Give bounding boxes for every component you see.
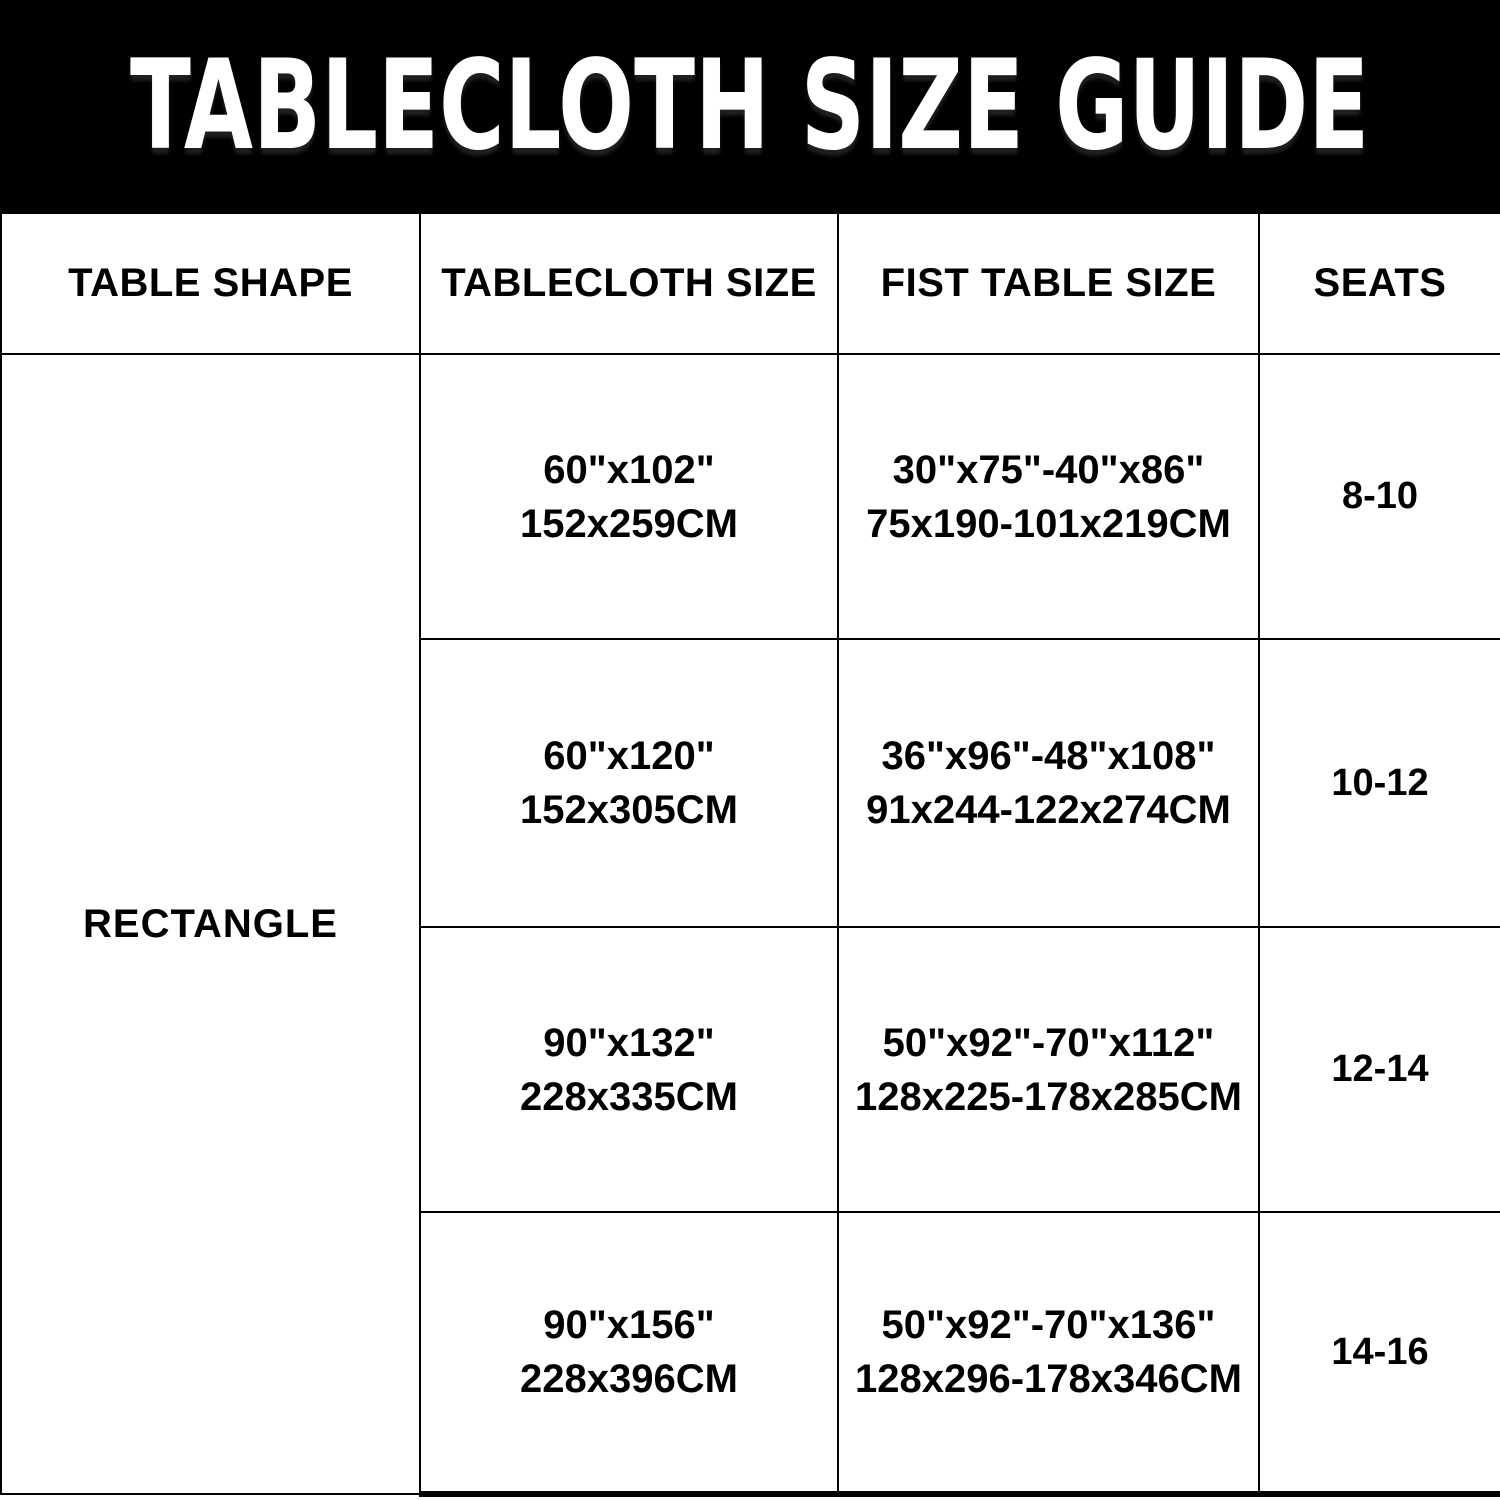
size-inches-line: 90"x156"	[543, 1303, 715, 1347]
size-inches-line: 90"x132"	[543, 1020, 715, 1065]
seats-cell: 8-10	[1259, 354, 1500, 639]
fit-inches-line: 36"x96"-48"x108"	[881, 734, 1216, 778]
fit-cm-line: 128x225-178x285CM	[855, 1074, 1242, 1119]
size-cm-line: 152x305CM	[520, 788, 738, 832]
tablecloth-size-cell	[420, 639, 838, 927]
fit-inches-line: 50"x92"-70"x136"	[881, 1303, 1216, 1347]
table-row	[1, 354, 1500, 639]
size-cm-line: 228x396CM	[520, 1357, 738, 1401]
size-inches-line: 60"x102"	[543, 447, 715, 492]
page-title: TABLECLOTH SIZE GUIDE	[130, 34, 1370, 178]
header-row	[1, 213, 1500, 354]
fit-table-size-cell	[838, 927, 1259, 1212]
table-shape-cell: RECTANGLE	[1, 354, 420, 1494]
col-header-tablecloth-size: TABLECLOTH SIZE	[420, 213, 838, 354]
fit-inches-line: 50"x92"-70"x112"	[882, 1020, 1215, 1065]
fit-table-size-cell	[838, 639, 1259, 927]
size-cm-line: 228x335CM	[520, 1074, 738, 1119]
col-header-fist-table-size: FIST TABLE SIZE	[838, 213, 1259, 354]
tablecloth-size-cell	[420, 927, 838, 1212]
fit-table-size-cell	[838, 354, 1259, 639]
seats-cell: 12-14	[1259, 927, 1500, 1212]
title-banner	[0, 0, 1500, 212]
tablecloth-size-cell	[420, 354, 838, 639]
seats-cell: 14-16	[1259, 1212, 1500, 1494]
size-inches-line: 60"x120"	[543, 734, 715, 778]
fit-cm-line: 75x190-101x219CM	[866, 501, 1231, 546]
size-cm-line: 152x259CM	[520, 501, 738, 546]
fit-cm-line: 128x296-178x346CM	[855, 1357, 1242, 1401]
size-guide-table	[0, 212, 1500, 1497]
fit-table-size-cell	[838, 1212, 1259, 1494]
tablecloth-size-cell	[420, 1212, 838, 1494]
fit-inches-line: 30"x75"-40"x86"	[892, 447, 1205, 492]
col-header-seats: SEATS	[1259, 213, 1500, 354]
seats-cell: 10-12	[1259, 639, 1500, 927]
fit-cm-line: 91x244-122x274CM	[866, 788, 1231, 832]
col-header-table-shape: TABLE SHAPE	[1, 213, 420, 354]
